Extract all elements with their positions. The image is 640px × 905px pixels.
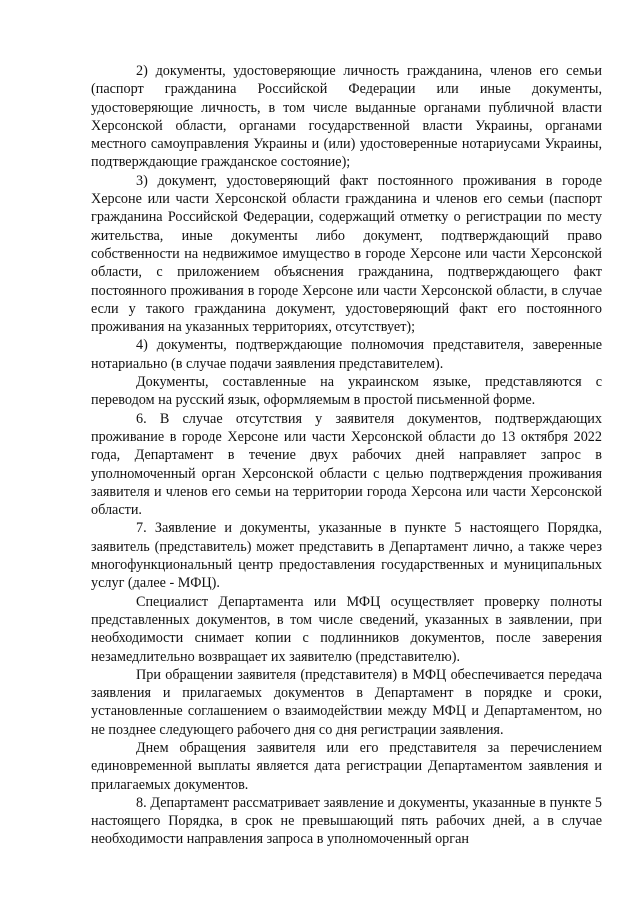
paragraph-item-4-representative-authority: 4) документы, подтверждающие полномочия представителя, заверенные нотариально (в случае подачи заявления представителем).: [91, 337, 602, 372]
paragraph-item-3-residence-document: 3) документ, удостоверяющий факт постоянного проживания в городе Херсоне или части Херсонской области гражданина и членов его семьи (паспорт гражданина Российской Федерации, содержащий отметку о регистрации по месту жительства, иные документы либо документ, подтверждающий право собственности на недвижимое имущество в городе Херсоне или части Херсонской области, с приложением объяснения гражданина, подтверждающего факт постоянного проживания в городе Херсоне или части Херсонской области, в случае если у такого гражданина документ, удостоверяющий факт его постоянного проживания на указанных территориях, отсутствует);: [91, 172, 602, 336]
paragraph-point-6: 6. В случае отсутствия у заявителя документов, подтверждающих проживание в городе Херсоне или части Херсонской области до 13 октября 2022 года, Департамент в течение двух рабочих дней направляет запрос в уполномоченный орган Херсонской области с целью подтверждения проживания заявителя и членов его семьи на территории города Херсона или части Херсонской области.: [91, 410, 602, 519]
paragraph-application-date: Днем обращения заявителя или его представителя за перечислением единовременной выплаты является дата регистрации Департаментом заявления и прилагаемых документов.: [91, 739, 602, 793]
paragraph-ukrainian-translation: Документы, составленные на украинском языке, представляются с переводом на русский язык, оформляемым в простой письменной форме.: [91, 374, 602, 409]
paragraph-point-8: 8. Департамент рассматривает заявление и документы, указанные в пункте 5 настоящего Порядка, в срок не превышающий пять рабочих дней, а в случае необходимости направления запроса в уполномоченный орган: [91, 794, 602, 848]
paragraph-point-7: 7. Заявление и документы, указанные в пункте 5 настоящего Порядка, заявитель (представитель) может представить в Департамент лично, а также через многофункциональный центр предоставления государственных и муниципальных услуг (далее - МФЦ).: [91, 520, 602, 592]
paragraph-mfc-transfer: При обращении заявителя (представителя) в МФЦ обеспечивается передача заявления и прилагаемых документов в Департамент в порядке и сроки, установленные соглашением о взаимодействии между МФЦ и Департаментом, но не позднее следующего рабочего дня со дня регистрации заявления.: [91, 666, 602, 738]
paragraph-item-2-identity-documents: 2) документы, удостоверяющие личность гражданина, членов его семьи (паспорт гражданина Российской Федерации или иные документы, удостоверяющие личность, в том числе выданные органами публичной власти Херсонской области, органами государственной власти Украины, органами местного самоуправления Украины и (или) удостоверенные нотариусами Украины, подтверждающие гражданское состояние);: [91, 63, 602, 171]
paragraph-specialist-check: Специалист Департамента или МФЦ осуществляет проверку полноты представленных документов, в том числе сведений, указанных в заявлении, при необходимости снимает копии с подлинников документов, после заверения незамедлительно возвращает их заявителю (представителю).: [91, 593, 602, 665]
document-body: [91, 62, 602, 849]
